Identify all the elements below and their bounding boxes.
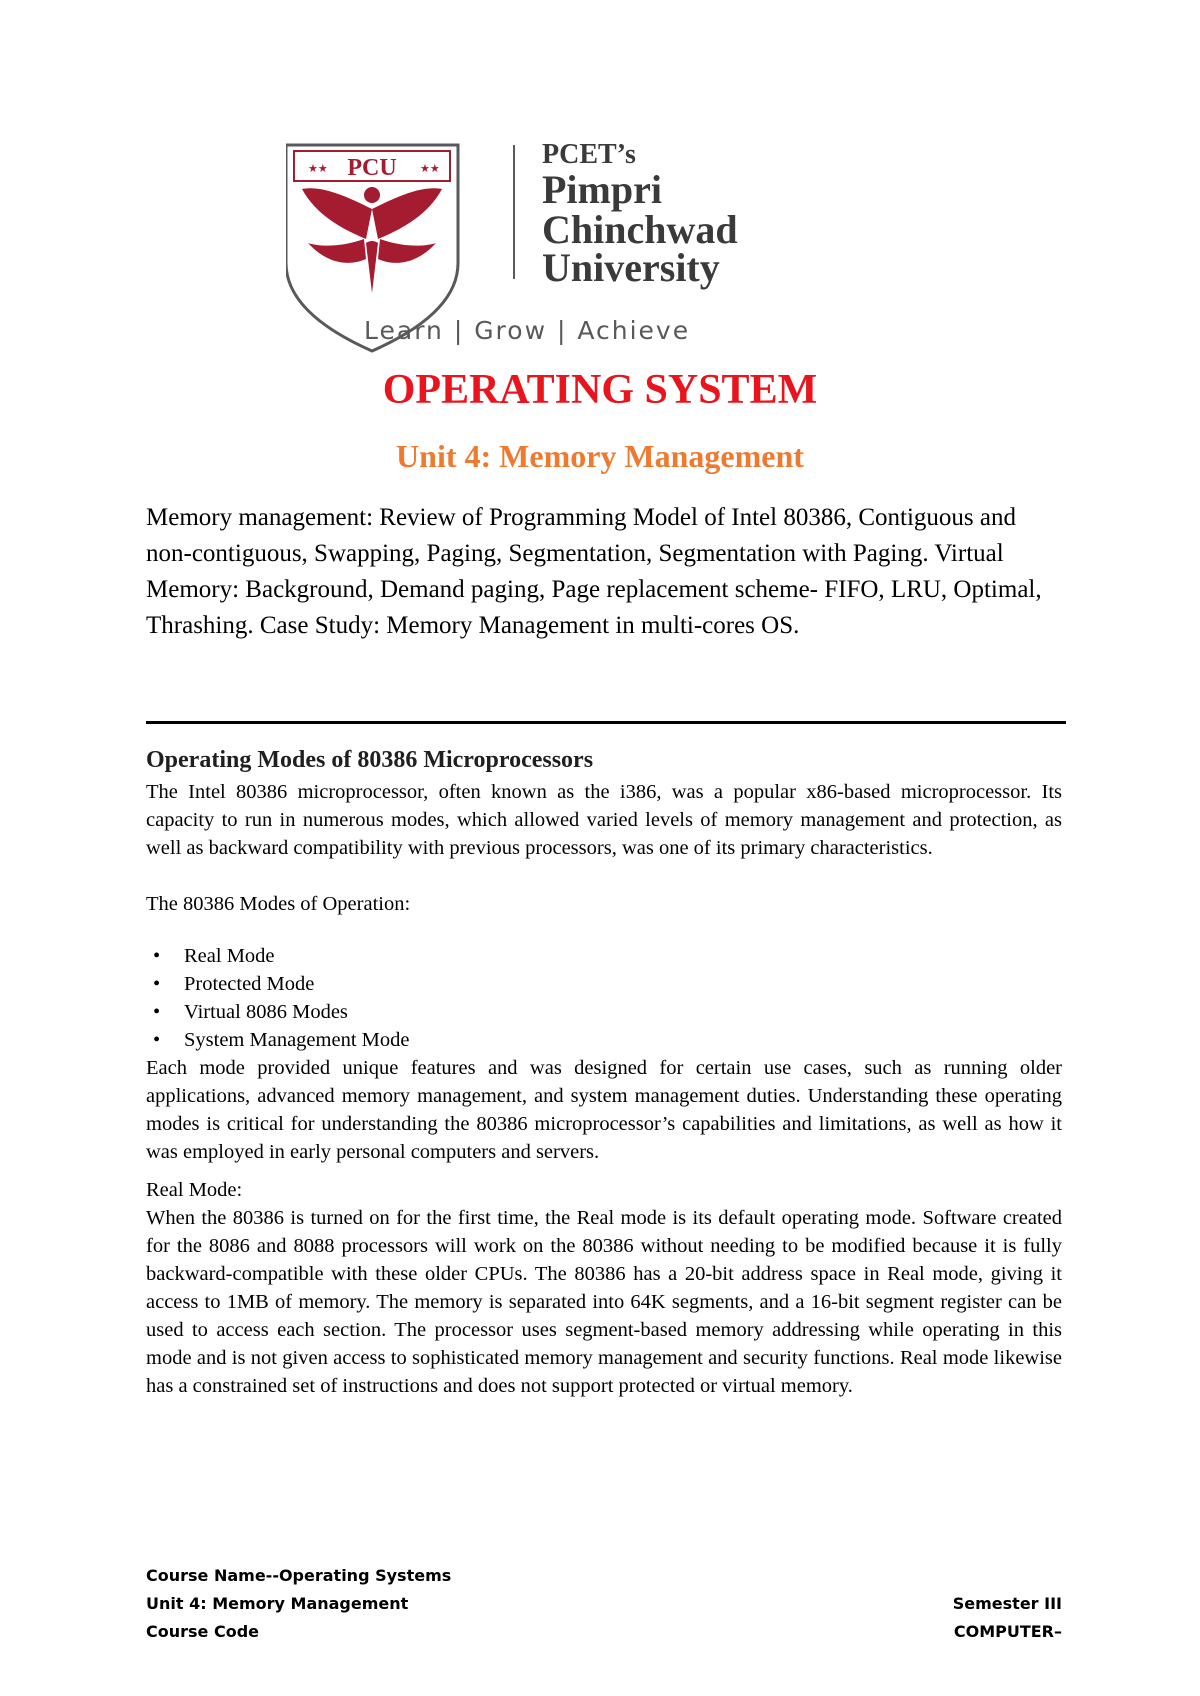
svg-text:★★: ★★ <box>308 162 328 175</box>
document-title: OPERATING SYSTEM <box>382 367 818 413</box>
intro-paragraph: The Intel 80386 microprocessor, often known as the i386, was a popular x86-based microprocessor. Its capacity to run in numerous modes, which allowed varied levels of memory management and protection, as well as backward compatibility with previous processors, was one of its primary characteristics. <box>146 781 1062 859</box>
footer-unit: Unit 4: Memory Management <box>146 1594 409 1613</box>
footer-department: COMPUTER– <box>953 1622 1062 1641</box>
org-line-2: Chinchwad <box>542 207 738 252</box>
org-line-3: University <box>542 245 720 290</box>
page-footer <box>146 1562 1062 1646</box>
modes-label: The 80386 Modes of Operation: <box>146 893 411 915</box>
bullet-icon: • <box>153 973 161 995</box>
footer-course-name: Course Name--Operating Systems <box>146 1566 452 1585</box>
footer-semester: Semester III <box>952 1594 1062 1613</box>
real-mode-label: Real Mode: <box>146 1179 243 1201</box>
org-line-1: Pimpri <box>542 167 662 212</box>
list-item: • Real Mode <box>146 942 1062 970</box>
badge-text: PCU <box>347 155 397 181</box>
syllabus-paragraph: Memory management: Review of Programming Model of Intel 80386, Contiguous and non-contiguous, Swapping, Paging, Segmentation, Segmentation with Paging. Virtual Memory: Background, Demand paging, Page replacement scheme- FIFO, LRU, Optimal, Thrashing. Case Study: Memory Management in multi-cores OS. <box>146 504 1042 639</box>
bullet-icon: • <box>153 945 161 967</box>
list-item: • Protected Mode <box>146 970 1062 998</box>
section-content <box>146 744 1062 1400</box>
svg-text:★★: ★★ <box>420 162 440 175</box>
university-logo <box>286 143 926 353</box>
unit-title: Unit 4: Memory Management <box>396 438 804 474</box>
modes-list <box>146 942 1062 1054</box>
real-mode-paragraph: When the 80386 is turned on for the first time, the Real mode is its default operating mode. Software created for the 8086 and 8088 processors will work on the 80386 without needing to be modified because it is fully backward-compatible with these older CPUs. The 80386 has a 20-bit address space in Real mode, giving it access to 1MB of memory. The memory is separated into 64K segments, and a 16-bit segment register can be used to access each section. The processor uses segment-based memory addressing while operating in this mode and is not given access to sophisticated memory management and security functions. Real mode likewise has a constrained set of instructions and does not support protected or virtual memory. <box>146 1207 1062 1397</box>
section-divider <box>146 721 1066 724</box>
bullet-icon: • <box>153 1029 161 1051</box>
list-item: • System Management Mode <box>146 1026 1062 1054</box>
section-heading: Operating Modes of 80386 Microprocessors <box>146 747 594 773</box>
org-prefix: PCET’s <box>542 143 636 170</box>
bullet-icon: • <box>153 1001 161 1023</box>
list-item: • Virtual 8086 Modes <box>146 998 1062 1026</box>
footer-course-code: Course Code <box>146 1622 259 1641</box>
logo-tagline: Learn | Grow | Achieve <box>364 316 691 345</box>
modes-summary-paragraph: Each mode provided unique features and was designed for certain use cases, such as running older applications, advanced memory management, and system management duties. Understanding these operating modes is critical for understanding the 80386 microprocessor’s capabilities and limitations, as well as how it was employed in early personal computers and servers. <box>146 1057 1062 1163</box>
